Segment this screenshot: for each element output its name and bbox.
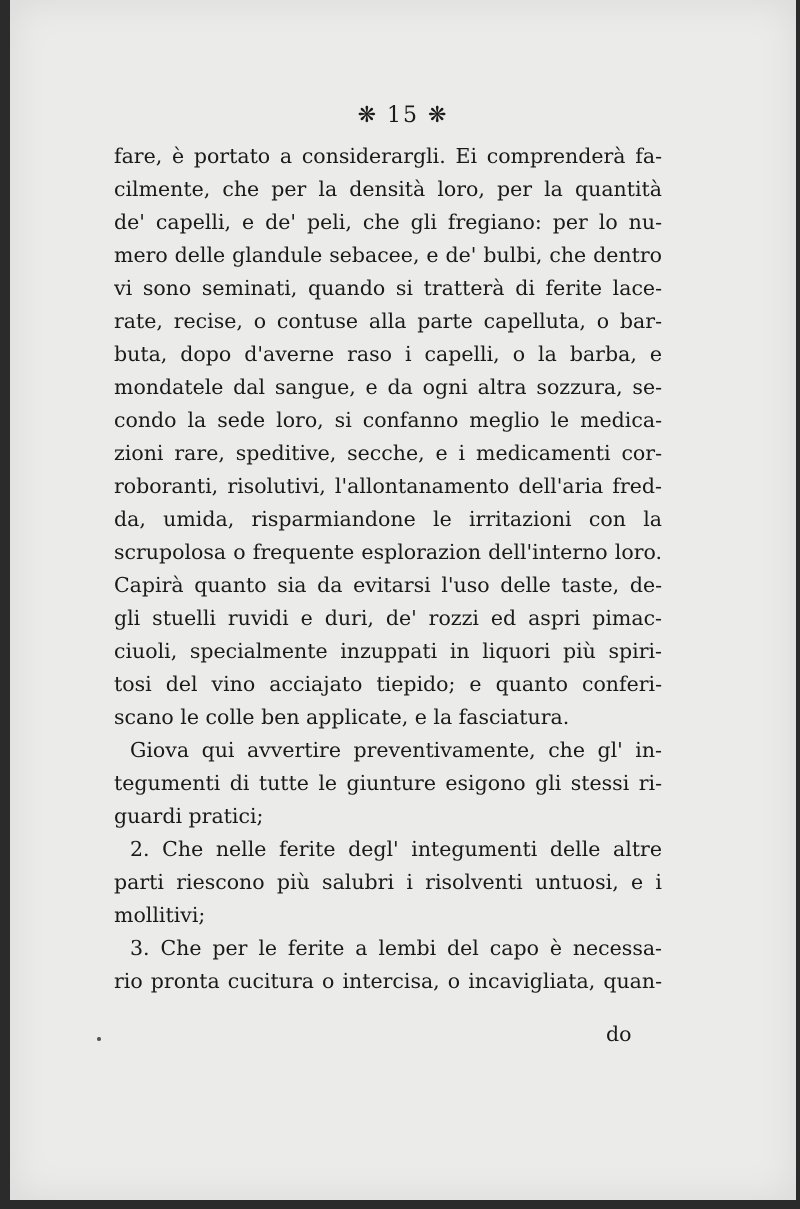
text-line: buta, dopo d'averne raso i capelli, o la barba, e — [114, 342, 662, 366]
text-line: mondatele dal sangue, e da ogni altra sozzura, se- — [114, 375, 662, 399]
text-line: tegumenti di tutte le giunture esigono gli stessi ri- — [114, 771, 662, 795]
text-line: condo la sede loro, si confanno meglio le medica- — [114, 408, 662, 432]
text-line: zioni rare, speditive, secche, e i medicamenti cor- — [114, 441, 662, 465]
text-line: scano le colle ben applicate, e la fasciatura. — [114, 705, 570, 729]
text-line: scrupolosa o frequente esplorazion dell'interno loro. — [114, 540, 662, 564]
body-text — [114, 140, 662, 998]
text-line: vi sono seminati, quando si tratterà di ferite lace- — [114, 276, 662, 300]
text-line: cilmente, che per la densità loro, per la quantità — [114, 177, 662, 201]
text-line: ciuoli, specialmente inzuppati in liquori più spiri- — [114, 639, 662, 663]
text-line: roboranti, risolutivi, l'allontanamento dell'aria fred- — [114, 474, 662, 498]
text-line: parti riescono più salubri i risolventi untuosi, e i — [114, 870, 662, 894]
text-line: da, umida, risparmiandone le irritazioni con la — [114, 507, 662, 531]
text-line: guardi pratici; — [114, 804, 264, 828]
text-line: fare, è portato a considerargli. Ei comprenderà fa- — [114, 144, 662, 168]
text-line: 2. Che nelle ferite degl' integumenti delle altre — [130, 837, 662, 861]
text-line: 3. Che per le ferite a lembi del capo è necessa- — [130, 936, 662, 960]
text-line: Capirà quanto sia da evitarsi l'uso delle taste, de- — [114, 573, 662, 597]
catchword: do — [606, 1022, 632, 1046]
text-line: de' capelli, e de' peli, che gli fregiano: per lo nu- — [114, 210, 662, 234]
text-line: mollitivi; — [114, 903, 206, 927]
text-line: rio pronta cucitura o intercisa, o incavigliata, quan- — [114, 969, 662, 993]
text-line: tosi del vino acciajato tiepido; e quanto conferi- — [114, 672, 662, 696]
text-line: rate, recise, o contuse alla parte capelluta, o bar- — [114, 309, 662, 333]
page-header: ❋ 15 ❋ — [357, 103, 449, 128]
text-line: mero delle glandule sebacee, e de' bulbi, che dentro — [114, 243, 662, 267]
text-line: gli stuelli ruvidi e duri, de' rozzi ed aspri pimac- — [114, 606, 662, 630]
book-page — [10, 0, 796, 1200]
ink-dot — [97, 1037, 101, 1041]
text-line: Giova qui avvertire preventivamente, che gl' in- — [130, 738, 662, 762]
